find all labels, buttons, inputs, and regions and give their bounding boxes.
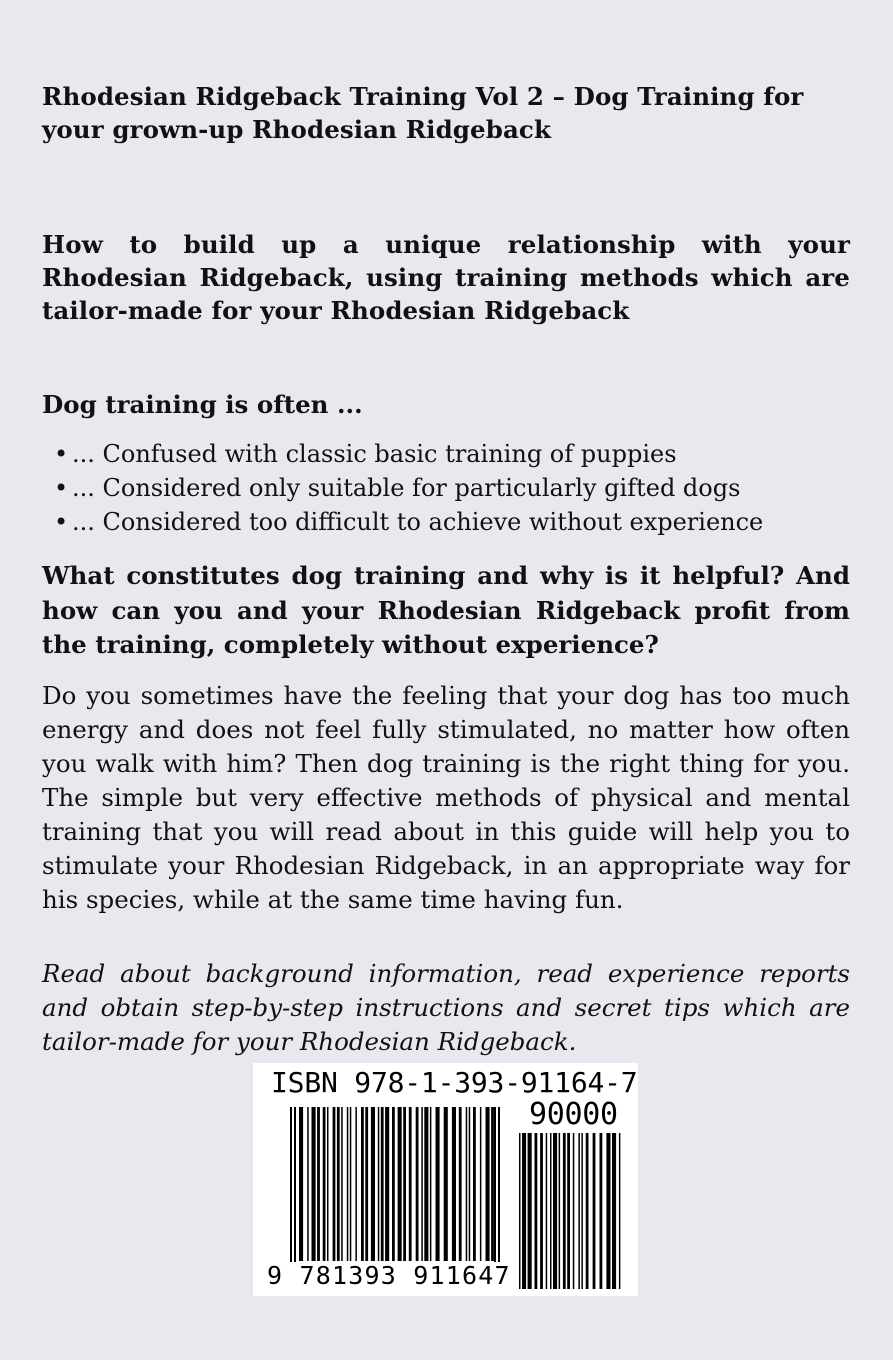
barcode-bar: [535, 1133, 538, 1289]
barcode-bar: [444, 1107, 448, 1261]
bullet-icon: •: [54, 508, 69, 536]
barcode-bar: [403, 1107, 406, 1261]
barcode-bar: [491, 1107, 494, 1261]
barcode-bar: [323, 1107, 326, 1261]
barcode-bar: [593, 1133, 596, 1289]
barcode-bar: [563, 1133, 566, 1289]
barcode-bar: [337, 1107, 340, 1261]
isbn-barcode: [253, 1063, 638, 1296]
barcode-bar: [371, 1107, 375, 1261]
list-item: [54, 505, 850, 539]
barcode-bar: [333, 1107, 336, 1261]
barcode-bar: [436, 1107, 440, 1261]
barcode-bar: [398, 1107, 402, 1261]
barcode-bar: [540, 1133, 543, 1289]
bullet-text: ... Considered too difficult to achieve without experience: [72, 508, 764, 536]
closing-paragraph: Read about background information, read experience reports and obtain step-by-step instructions and secret tips which are tailor-made for your Rhodesian Ridgeback.: [42, 958, 850, 1056]
barcode-bar: [378, 1107, 380, 1261]
barcode-bar: [416, 1107, 419, 1261]
barcode-bar: [341, 1107, 343, 1261]
barcode-bar: [612, 1133, 616, 1289]
barcode-bar: [519, 1133, 521, 1289]
book-title: Rhodesian Ridgeback Training Vol 2 – Dog Training for your grown-up Rhodesian Ridgeback: [42, 82, 804, 144]
barcode-guard-bar: [290, 1107, 292, 1285]
barcode-bar: [550, 1133, 552, 1289]
body-paragraph: Do you sometimes have the feeling that your dog has too much energy and does not feel fully stimulated, no matter how often you walk with him? Then dog training is the right thing for you. The simple but very effective methods of physical and mental training that you will read about in this guide will help you to stimulate your Rhodesian Ridgeback, in an appropriate way for his species, while at the same time having fun.: [42, 680, 850, 914]
barcode-bar: [522, 1133, 526, 1289]
barcode-bar: [365, 1107, 368, 1261]
barcode-bar: [430, 1107, 432, 1261]
list-item: [54, 437, 850, 471]
barcode-bar: [409, 1107, 412, 1261]
bullet-list: [54, 437, 850, 539]
barcode-bar: [567, 1133, 570, 1289]
barcode-bar: [385, 1107, 389, 1261]
barcode-bar: [486, 1107, 490, 1261]
addon-code: 90000: [529, 1097, 618, 1132]
barcode-bar: [307, 1107, 309, 1261]
barcode-bar: [480, 1107, 482, 1261]
barcode-guard-bar: [494, 1107, 496, 1285]
bullet-text: ... Considered only suitable for particularly gifted dogs: [72, 474, 741, 502]
barcode-bar: [355, 1107, 357, 1261]
bullet-icon: •: [54, 440, 69, 468]
bullet-icon: •: [54, 474, 69, 502]
barcode-bar: [347, 1107, 349, 1261]
barcode-bar: [361, 1107, 364, 1261]
list-item: [54, 471, 850, 505]
book-subtitle: How to build up a unique relationship with your Rhodesian Ridgeback, using training methods which are tailor-made for your Rhodesian Ridgeback: [42, 230, 850, 325]
back-cover-text: [42, 80, 850, 1059]
barcode-bar: [606, 1133, 610, 1289]
barcode-bar: [619, 1133, 621, 1289]
barcode-guard-bar: [498, 1107, 500, 1285]
isbn-label: ISBN 978-1-393-91164-7: [271, 1066, 638, 1099]
barcode-bar: [452, 1107, 456, 1261]
bullet-text: ... Confused with classic basic training of puppies: [72, 440, 677, 468]
barcode-bar: [469, 1107, 471, 1261]
barcode-bar: [578, 1133, 580, 1289]
barcode-bar: [312, 1107, 316, 1261]
barcode-guard-bar: [294, 1107, 296, 1285]
barcode-bar: [553, 1133, 557, 1289]
barcode-bar: [392, 1107, 395, 1261]
barcode-bar: [421, 1107, 423, 1261]
barcode-bar: [424, 1107, 428, 1261]
barcode-bar: [600, 1133, 603, 1289]
barcode-bar: [528, 1133, 532, 1289]
barcode-bar: [317, 1107, 320, 1261]
barcode-bar: [466, 1107, 468, 1261]
barcode-bar: [350, 1107, 352, 1261]
intro-heading: Dog training is often ...: [42, 390, 363, 419]
barcode-bar: [459, 1107, 462, 1261]
barcode-bar: [299, 1107, 303, 1261]
barcode-bar: [586, 1133, 589, 1289]
barcode-bar: [546, 1133, 548, 1289]
barcode-bar: [581, 1133, 583, 1289]
barcode-bar: [473, 1107, 476, 1261]
barcode-bar: [573, 1133, 575, 1289]
barcode-bar: [381, 1107, 384, 1261]
question-heading: What constitutes dog training and why is it helpful? And how can you and your Rhodesian Ridgeback profit from the training, completely without experience?: [42, 561, 850, 659]
barcode-bar: [327, 1107, 329, 1261]
barcode-digits: 9 781393 911647: [267, 1261, 511, 1290]
barcode-bar: [559, 1133, 561, 1289]
